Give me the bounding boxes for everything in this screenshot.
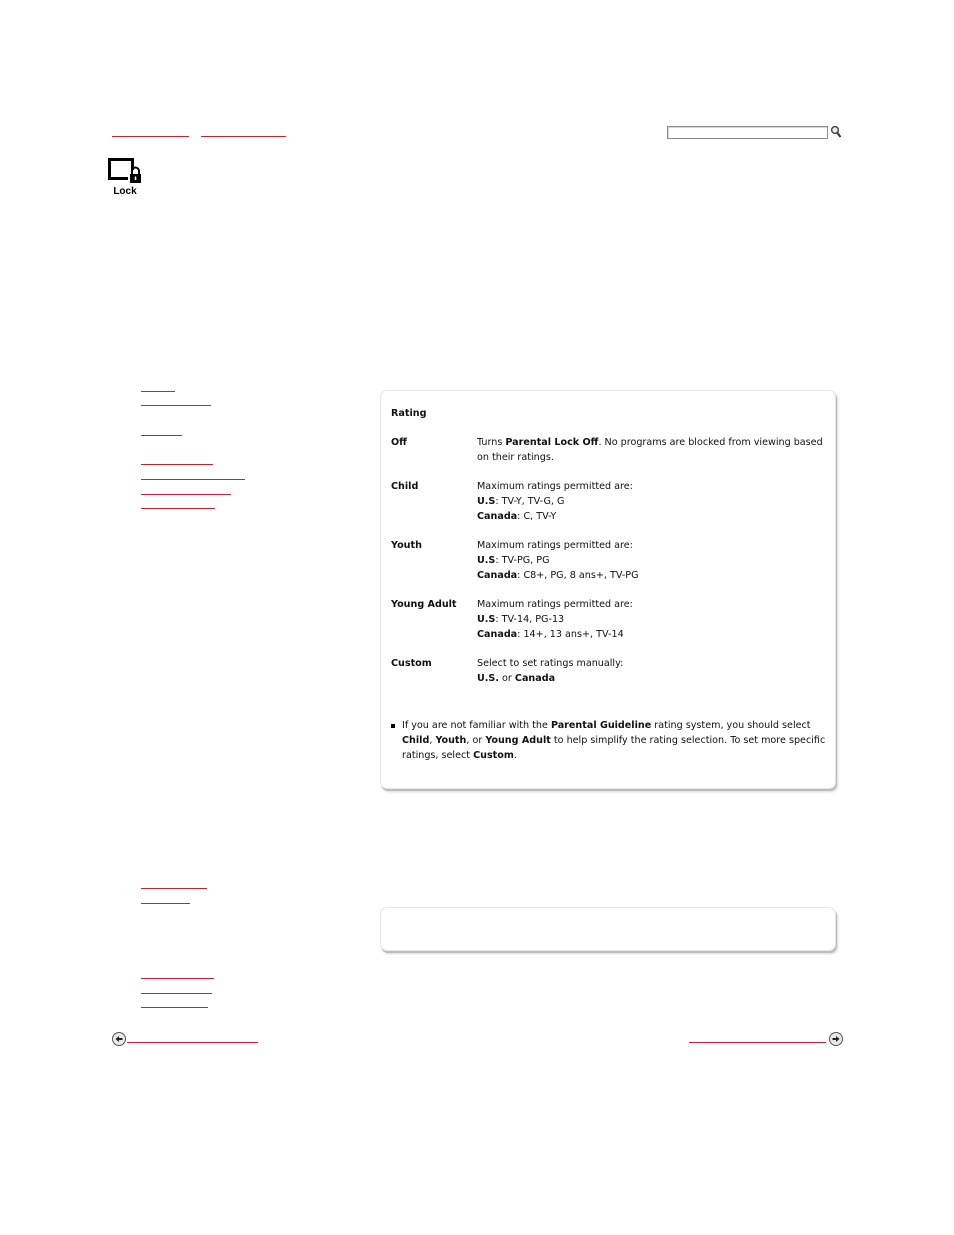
note-line [402, 748, 517, 763]
sidebar-link[interactable] [141, 391, 175, 392]
rating-desc-line [477, 671, 555, 686]
text-segment: : C, TV-Y [517, 511, 557, 522]
table-title: Rating [391, 408, 427, 419]
text-segment: : TV-Y, TV-G, G [495, 496, 565, 507]
text-segment: to help simplify the rating selection. To set more specific [550, 735, 826, 746]
text-segment: . [513, 750, 517, 761]
rating-desc-line [477, 479, 633, 494]
rating-desc-line [477, 538, 633, 553]
rating-desc-line [477, 509, 556, 524]
rating-desc-line [477, 612, 564, 627]
rating-desc-line [477, 627, 624, 642]
text-segment: Maximum ratings permitted are: [477, 540, 633, 551]
bold-term: Canada [477, 570, 518, 581]
bold-term: U.S. [477, 673, 499, 684]
text-segment: , or [466, 735, 486, 746]
text-segment: Maximum ratings permitted are: [477, 481, 633, 492]
rating-desc-line [477, 435, 823, 450]
rating-desc-line [477, 450, 554, 465]
search-input[interactable] [667, 126, 828, 139]
bold-term: Youth [435, 735, 467, 746]
sidebar-link[interactable] [141, 903, 190, 904]
bold-term: Young Adult [485, 735, 551, 746]
text-segment: : TV-PG, PG [495, 555, 550, 566]
sidebar-link[interactable] [141, 464, 213, 465]
note-line [402, 733, 825, 748]
bullet-icon [391, 724, 395, 728]
rating-label: Child [391, 481, 419, 492]
next-link[interactable] [689, 1042, 826, 1043]
note-line [402, 718, 811, 733]
rating-label: Young Adult [391, 599, 457, 610]
rating-label: Custom [391, 658, 432, 669]
text-segment: rating system, you should select [651, 720, 811, 731]
text-segment: Turns [477, 437, 506, 448]
lock-label: Lock [113, 186, 137, 197]
sidebar-link[interactable] [141, 479, 245, 480]
rating-desc-line [477, 553, 550, 568]
arrow-right-icon [830, 1033, 842, 1045]
bold-term: Parental Guideline [550, 720, 652, 731]
bold-term: Canada [477, 629, 518, 640]
lock-icon [106, 156, 146, 186]
text-segment: : TV-14, PG-13 [495, 614, 565, 625]
bold-term: Custom [473, 750, 514, 761]
lock-section-icon [106, 156, 146, 200]
rating-desc-line [477, 597, 633, 612]
text-segment: Maximum ratings permitted are: [477, 599, 633, 610]
next-button[interactable] [829, 1032, 843, 1046]
sidebar-link[interactable] [141, 435, 182, 436]
rating-desc-line [477, 656, 623, 671]
bold-term: U.S [477, 555, 496, 566]
text-segment: , [429, 735, 436, 746]
rating-label: Youth [391, 540, 422, 551]
text-segment: . No programs are blocked from viewing based [598, 437, 823, 448]
text-segment: If you are not familiar with the [402, 720, 551, 731]
ratings-panel [380, 390, 836, 789]
text-segment: on their ratings. [477, 452, 554, 463]
bold-term: Canada [514, 673, 556, 684]
sidebar-link[interactable] [141, 405, 211, 406]
prev-button[interactable] [112, 1032, 126, 1046]
text-segment: Select to set ratings manually: [477, 658, 624, 669]
bold-term: Canada [477, 511, 518, 522]
breadcrumb-link-2[interactable] [201, 136, 286, 137]
text-segment: : 14+, 13 ans+, TV-14 [517, 629, 624, 640]
sidebar-link[interactable] [141, 993, 212, 994]
text-segment: : C8+, PG, 8 ans+, TV-PG [517, 570, 639, 581]
magnifier-icon [830, 125, 842, 139]
search-button[interactable] [830, 124, 842, 138]
sidebar-link[interactable] [141, 888, 207, 889]
bold-term: U.S [477, 496, 496, 507]
sidebar-link[interactable] [141, 978, 214, 979]
prev-link[interactable] [127, 1042, 258, 1043]
bold-term: Parental Lock Off [505, 437, 599, 448]
rating-desc-line [477, 568, 639, 583]
breadcrumb-link-1[interactable] [112, 136, 189, 137]
bold-term: U.S [477, 614, 496, 625]
bold-term: Child [402, 735, 430, 746]
rating-label: Off [391, 437, 407, 448]
arrow-left-icon [113, 1033, 125, 1045]
sidebar-link[interactable] [141, 494, 231, 495]
empty-panel [380, 907, 836, 951]
text-segment: ratings, select [402, 750, 474, 761]
sidebar-link[interactable] [141, 508, 215, 509]
text-segment: or [499, 673, 515, 684]
rating-desc-line [477, 494, 564, 509]
sidebar-link[interactable] [141, 1007, 208, 1008]
